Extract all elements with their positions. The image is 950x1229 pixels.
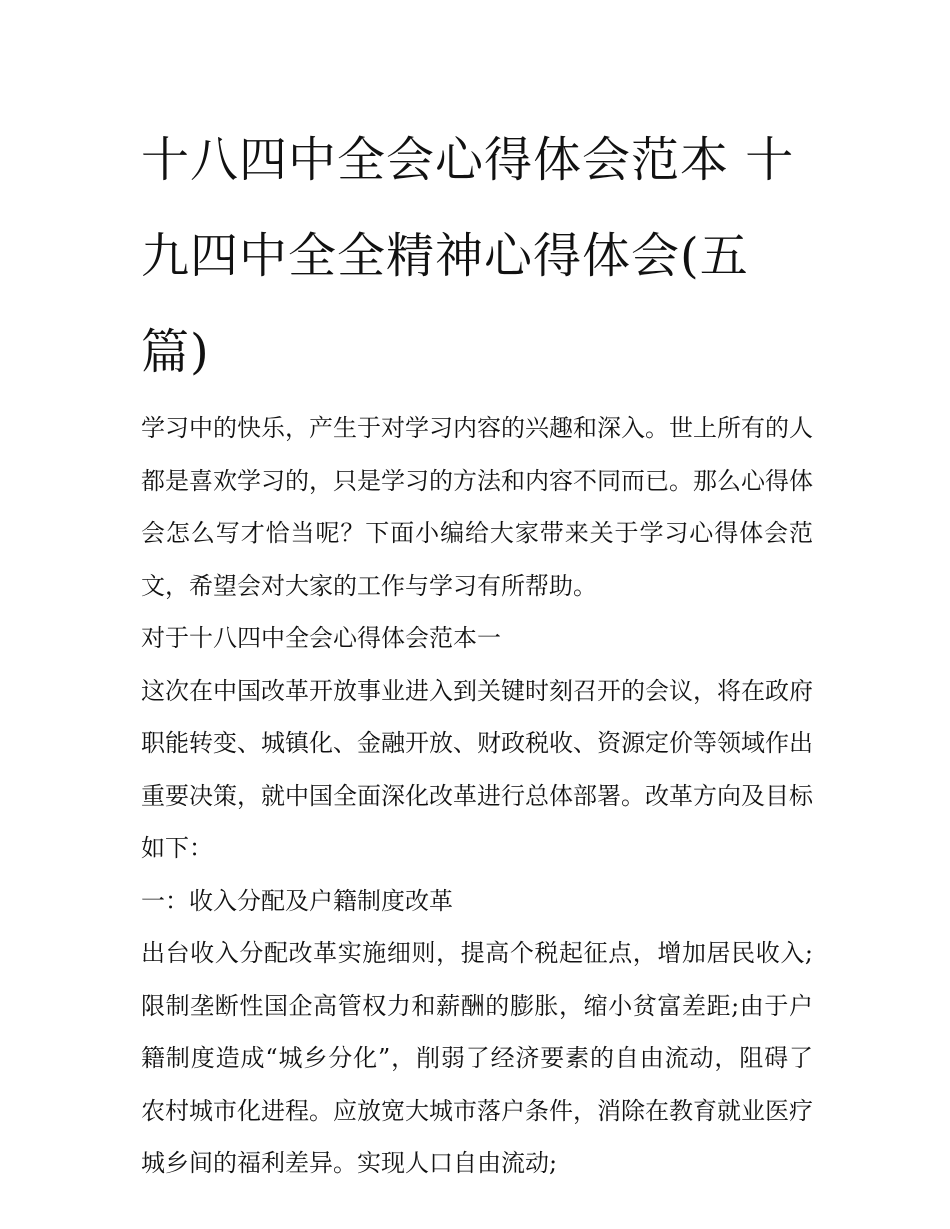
- subsection-heading: 一：收入分配及户籍制度改革: [141, 886, 453, 915]
- body-paragraph: 这次在中国改革开放事业进入到关键时刻召开的会议，将在政府职能转变、城镇化、金融开放、财政税收、资源定价等领域作出重要决策，就中国全面深化改革进行总体部署。改革方向及目标如下：: [141, 676, 813, 862]
- document-body: [141, 402, 813, 1190]
- intro-paragraph: 学习中的快乐，产生于对学习内容的兴趣和深入。世上所有的人都是喜欢学习的，只是学习的方法和内容不同而已。那么心得体会怎么写才恰当呢？下面小编给大家带来关于学习心得体会范文，希望会对大家的工作与学习有所帮助。: [141, 414, 813, 600]
- body-paragraph: 出台收入分配改革实施细则，提高个税起征点，增加居民收入;限制垄断性国企高管权力和薪酬的膨胀，缩小贫富差距;由于户籍制度造成“城乡分化”，削弱了经济要素的自由流动，阻碍了农村城市化进程。应放宽大城市落户条件，消除在教育就业医疗城乡间的福利差异。实现人口自由流动;: [141, 939, 813, 1177]
- document-page: [141, 112, 813, 1190]
- document-title: 十八四中全会心得体会范本 十九四中全全精神心得体会(五篇): [141, 132, 795, 380]
- section-heading: 对于十八四中全会心得体会范本一: [141, 624, 501, 652]
